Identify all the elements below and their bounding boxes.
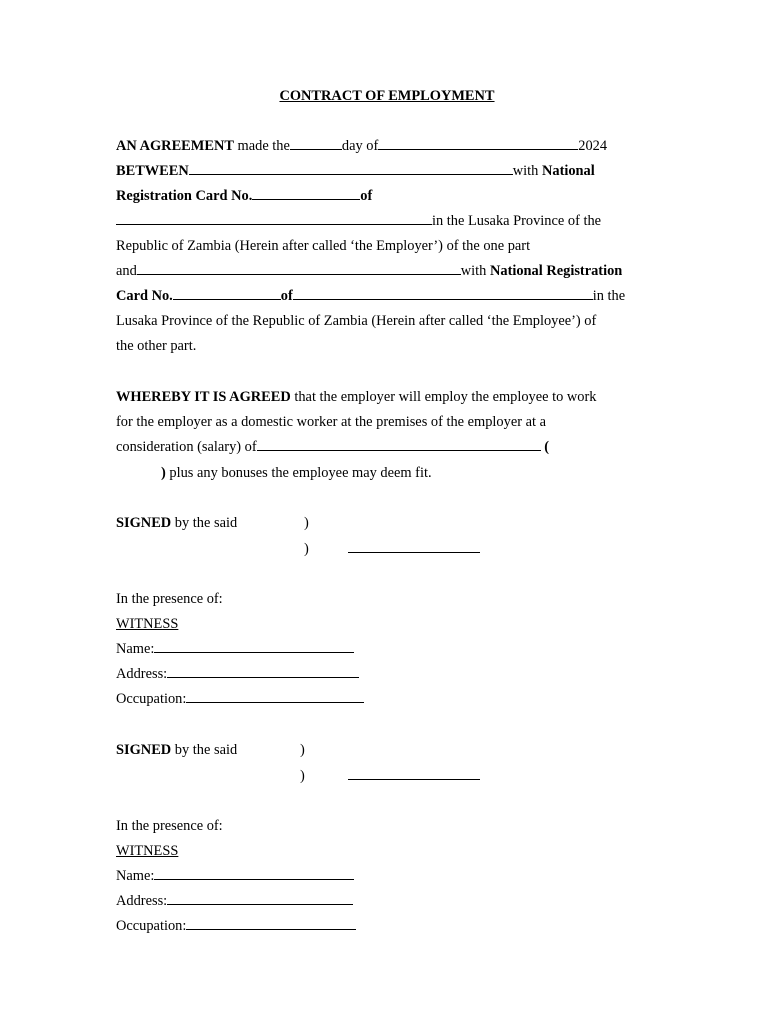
of-text-2: of [280, 288, 293, 304]
witness-address-blank-1[interactable] [167, 665, 359, 678]
page-title [0, 87, 768, 105]
witness-occupation-row-2 [116, 917, 356, 935]
day-of-text: day of [341, 138, 379, 154]
address-label-2: Address: [116, 893, 168, 909]
signature-line-1[interactable] [348, 540, 480, 558]
signature-blank-1[interactable] [348, 540, 480, 553]
year-text: 2024 [578, 138, 608, 154]
whereby-line-2 [116, 413, 546, 431]
signature-blank-2[interactable] [348, 767, 480, 780]
agreement-line-5 [116, 237, 530, 255]
other-part-text: the other part. [116, 338, 197, 354]
name-label-2: Name: [116, 868, 155, 884]
bonus-text: plus any bonuses the employee may deem fit. [169, 465, 432, 481]
agreement-line-9 [116, 337, 196, 355]
open-paren: ( [544, 439, 550, 455]
agreement-line-2 [116, 162, 595, 180]
witness-address-blank-2[interactable] [167, 892, 353, 905]
witness-name-row-1 [116, 640, 354, 658]
witness-occupation-blank-1[interactable] [186, 690, 364, 703]
employee-name-blank[interactable] [137, 262, 461, 275]
witness-address-row-1 [116, 665, 359, 683]
name-label-1: Name: [116, 641, 155, 657]
employer-line-text: Republic of Zambia (Herein after called ‘the Employer’) of the one part [116, 238, 531, 254]
witness-heading-2 [116, 842, 178, 860]
signed-paren-2a: ) [300, 742, 305, 758]
employee-address-blank[interactable] [293, 287, 593, 300]
witness-name-row-2 [116, 867, 354, 885]
of-text: of [360, 188, 373, 204]
whereby-line2-text: for the employer as a domestic worker at the premises of the employer at a [116, 414, 546, 430]
whereby-line-1 [116, 388, 597, 406]
salary-text: consideration (salary) of [116, 439, 257, 455]
agreement-lead: AN AGREEMENT [116, 138, 234, 154]
month-blank[interactable] [378, 137, 578, 150]
signed-text: SIGNED [116, 515, 172, 531]
title-text: CONTRACT OF EMPLOYMENT [279, 88, 495, 104]
witness-text-2: WITNESS [116, 843, 179, 859]
witness-occupation-blank-2[interactable] [186, 917, 356, 930]
whereby-line-3 [116, 438, 549, 456]
close-paren: ) [161, 465, 166, 481]
agreement-line-1 [116, 137, 607, 155]
presence-text-2: In the presence of: [116, 818, 223, 834]
whereby-line-4 [161, 464, 432, 482]
in-the-text: in the [592, 288, 626, 304]
signed-paren-1a: ) [304, 515, 309, 531]
national-text: National [541, 163, 595, 179]
signed-paren-1b: ) [304, 541, 309, 557]
presence-text-1: In the presence of: [116, 591, 223, 607]
national-registration-text: National Registration [489, 263, 623, 279]
agreement-line-6 [116, 262, 622, 280]
employee-nrc-blank[interactable] [173, 287, 281, 300]
occupation-label-2: Occupation: [116, 918, 187, 934]
whereby-rest: that the employer will employ the employee to work [294, 389, 597, 405]
with-text: with [512, 163, 539, 179]
signed-line-1 [116, 514, 237, 532]
between-text: BETWEEN [116, 163, 189, 179]
witness-name-blank-2[interactable] [154, 867, 354, 880]
signed-line-2 [116, 741, 237, 759]
witness-heading-1 [116, 615, 178, 633]
lusaka-text: in the Lusaka Province of the [432, 213, 602, 229]
employee-line-text: Lusaka Province of the Republic of Zambia (Herein after called ‘the Employee’) of [116, 313, 597, 329]
address-label-1: Address: [116, 666, 168, 682]
employer-nrc-blank[interactable] [252, 187, 360, 200]
day-blank[interactable] [290, 137, 342, 150]
witness-name-blank-1[interactable] [154, 640, 354, 653]
signature-line-2[interactable] [348, 767, 480, 785]
by-the-said-text: by the said [174, 515, 238, 531]
signed-paren-2b: ) [300, 768, 305, 784]
registration-card-text: Registration Card No. [116, 188, 253, 204]
with-text-2: with [460, 263, 487, 279]
card-no-text: Card No. [116, 288, 173, 304]
witness-address-row-2 [116, 892, 353, 910]
witness-text-1: WITNESS [116, 616, 179, 632]
salary-blank[interactable] [257, 438, 541, 451]
agreement-line-4 [116, 212, 601, 230]
witness-occupation-row-1 [116, 690, 364, 708]
employer-address-blank[interactable] [116, 212, 432, 225]
and-text: and [116, 263, 137, 279]
occupation-label-1: Occupation: [116, 691, 187, 707]
agreement-line-8 [116, 312, 596, 330]
agreement-line-7 [116, 287, 625, 305]
signed-text-2: SIGNED [116, 742, 172, 758]
made-the-text: made the [237, 138, 290, 154]
agreement-line-3 [116, 187, 372, 205]
by-the-said-text-2: by the said [174, 742, 238, 758]
whereby-lead: WHEREBY IT IS AGREED [116, 389, 291, 405]
employer-name-blank[interactable] [189, 162, 513, 175]
